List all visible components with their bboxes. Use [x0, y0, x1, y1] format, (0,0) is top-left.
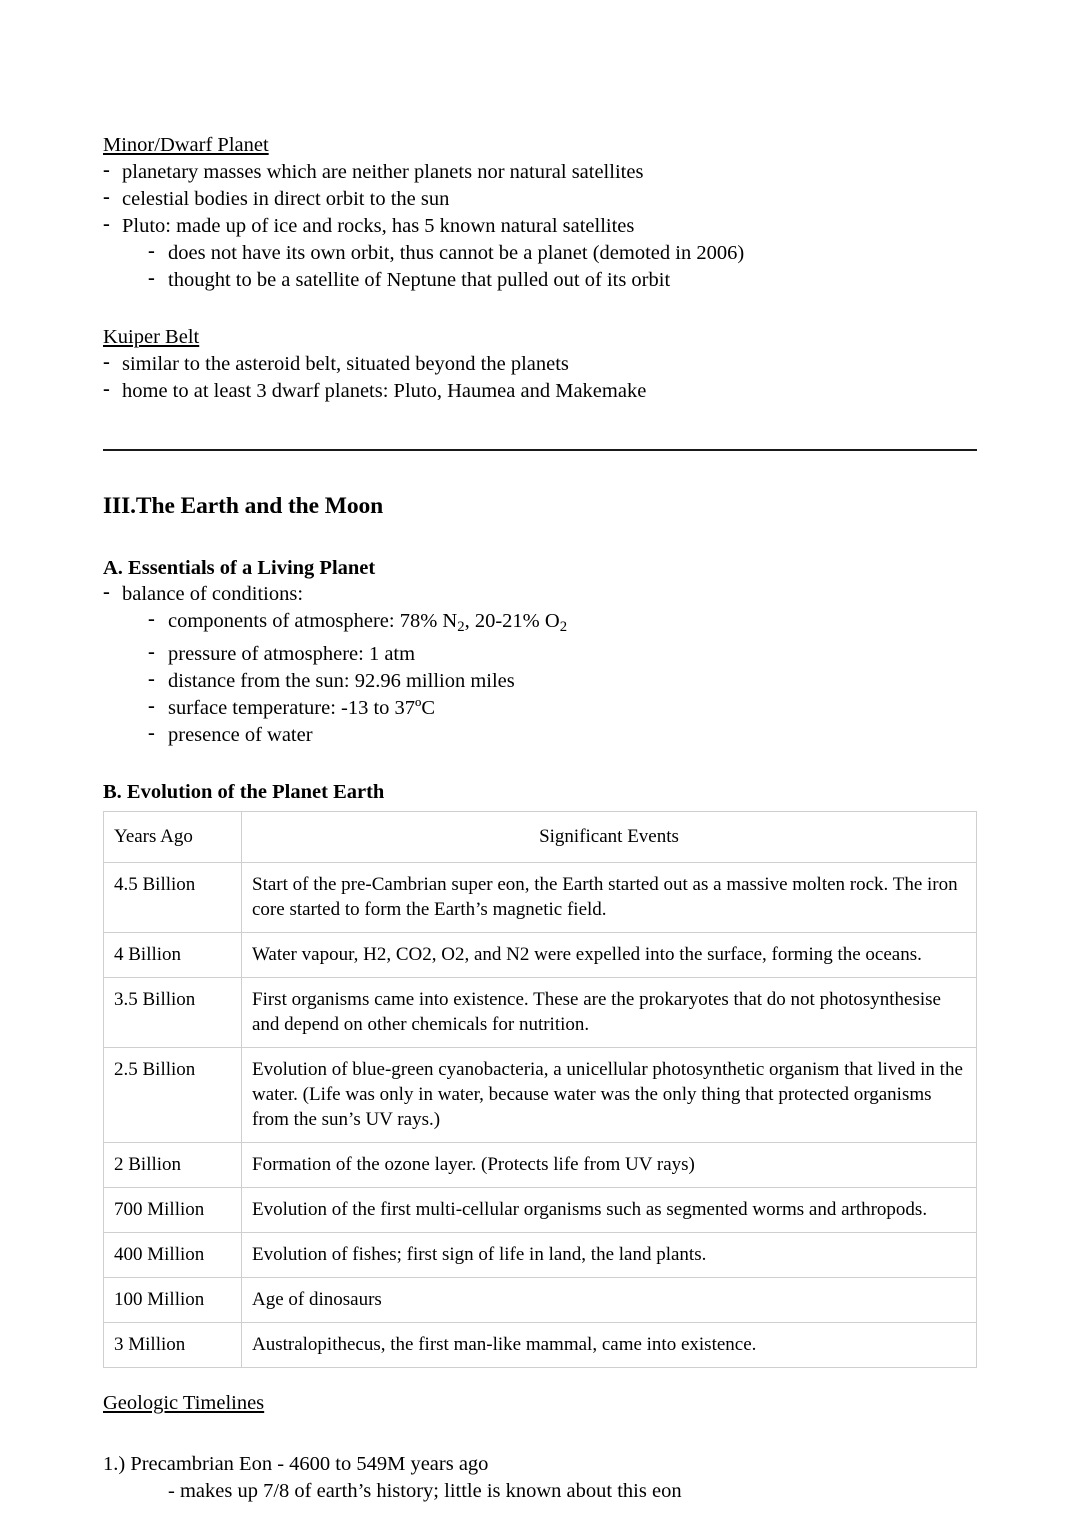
- list-item: - planetary masses which are neither planets nor natural satellites: [103, 159, 977, 186]
- pluto-subbullets: [148, 240, 977, 294]
- list-item-atmosphere-composition: [148, 608, 977, 641]
- spacer: [103, 451, 977, 491]
- cell-significant-events: Evolution of fishes; first sign of life in land, the land plants.: [242, 1233, 977, 1278]
- table-row: [104, 1188, 977, 1233]
- atmosphere-prefix: components of atmosphere: 78% N: [168, 610, 458, 632]
- table-row: [104, 1143, 977, 1188]
- cell-years-ago: 100 Million: [104, 1278, 242, 1323]
- cell-significant-events: Water vapour, H2, CO2, O2, and N2 were expelled into the surface, forming the oceans.: [242, 933, 977, 978]
- nitrogen-subscript: 2: [457, 619, 465, 636]
- page-title: III.The Earth and the Moon: [103, 493, 384, 519]
- essentials-bullets: [103, 581, 977, 608]
- heading-geologic-timelines: Geologic Timelines: [103, 1392, 265, 1415]
- list-item: - balance of conditions:: [103, 581, 977, 608]
- essentials-subbullets: [148, 608, 977, 749]
- atmosphere-middle: , 20-21% O: [464, 610, 560, 632]
- cell-years-ago: 2 Billion: [104, 1143, 242, 1188]
- cell-significant-events: Age of dinosaurs: [242, 1278, 977, 1323]
- cell-years-ago: 700 Million: [104, 1188, 242, 1233]
- evolution-table: [103, 811, 977, 1368]
- list-item: - distance from the sun: 92.96 million miles: [148, 668, 977, 695]
- list-item: - pressure of atmosphere: 1 atm: [148, 641, 977, 668]
- document-body: [103, 132, 977, 1505]
- heading-minor-dwarf-planet: Minor/Dwarf Planet: [103, 134, 269, 156]
- list-item: - Pluto: made up of ice and rocks, has 5 known natural satellites: [103, 213, 977, 240]
- spacer: [103, 1368, 977, 1390]
- heading-evolution-planet-earth: B. Evolution of the Planet Earth: [103, 781, 385, 804]
- table-row: [104, 1278, 977, 1323]
- cell-significant-events: Evolution of the first multi-cellular organisms such as segmented worms and arthropods.: [242, 1188, 977, 1233]
- list-item: - celestial bodies in direct orbit to the sun: [103, 186, 977, 213]
- list-item: - presence of water: [148, 722, 977, 749]
- cell-years-ago: 3.5 Billion: [104, 978, 242, 1048]
- table-row: [104, 933, 977, 978]
- cell-years-ago: 2.5 Billion: [104, 1048, 242, 1143]
- table-row: [104, 1048, 977, 1143]
- table-row: [104, 1233, 977, 1278]
- table-header-row: [104, 812, 977, 863]
- cell-significant-events: Australopithecus, the first man-like mammal, came into existence.: [242, 1323, 977, 1368]
- heading-kuiper-belt: Kuiper Belt: [103, 326, 200, 348]
- spacer: [103, 405, 977, 449]
- cell-significant-events: Evolution of blue-green cyanobacteria, a unicellular photosynthetic organism that lived in the water. (Life was only in water, because water was the only thing that protected organisms from the sun’s UV rays.): [242, 1048, 977, 1143]
- oxygen-subscript: 2: [559, 619, 568, 636]
- table-row: [104, 1323, 977, 1368]
- precambrian-eon-detail: - makes up 7/8 of earth’s history; little is known about this eon: [168, 1480, 682, 1503]
- column-header-significant-events: Significant Events: [242, 812, 977, 863]
- cell-years-ago: 3 Million: [104, 1323, 242, 1368]
- list-item: - surface temperature: -13 to 37ºC: [148, 695, 977, 722]
- cell-significant-events: Formation of the ozone layer. (Protects life from UV rays): [242, 1143, 977, 1188]
- cell-significant-events: Start of the pre-Cambrian super eon, the Earth started out as a massive molten rock. The iron core started to form the Earth’s magnetic field.: [242, 863, 977, 933]
- spacer: [103, 294, 977, 324]
- spacer: [103, 521, 977, 555]
- column-header-years-ago: Years Ago: [104, 812, 242, 863]
- table-row: [104, 978, 977, 1048]
- cell-years-ago: 4 Billion: [104, 933, 242, 978]
- list-item: - home to at least 3 dwarf planets: Pluto, Haumea and Makemake: [103, 378, 977, 405]
- list-item: - similar to the asteroid belt, situated beyond the planets: [103, 351, 977, 378]
- list-item: - does not have its own orbit, thus cannot be a planet (demoted in 2006): [148, 240, 977, 267]
- minor-dwarf-planet-bullets: [103, 159, 977, 240]
- heading-essentials-living-planet: A. Essentials of a Living Planet: [103, 557, 376, 579]
- precambrian-eon-title: 1.) Precambrian Eon - 4600 to 549M years ago: [103, 1453, 489, 1476]
- spacer: [103, 749, 977, 779]
- cell-years-ago: 400 Million: [104, 1233, 242, 1278]
- cell-years-ago: 4.5 Billion: [104, 863, 242, 933]
- cell-significant-events: First organisms came into existence. These are the prokaryotes that do not photosynthesise and depend on other chemicals for nutrition.: [242, 978, 977, 1048]
- spacer: [103, 1417, 977, 1451]
- table-row: [104, 863, 977, 933]
- list-item: - thought to be a satellite of Neptune that pulled out of its orbit: [148, 267, 977, 294]
- kuiper-belt-bullets: [103, 351, 977, 405]
